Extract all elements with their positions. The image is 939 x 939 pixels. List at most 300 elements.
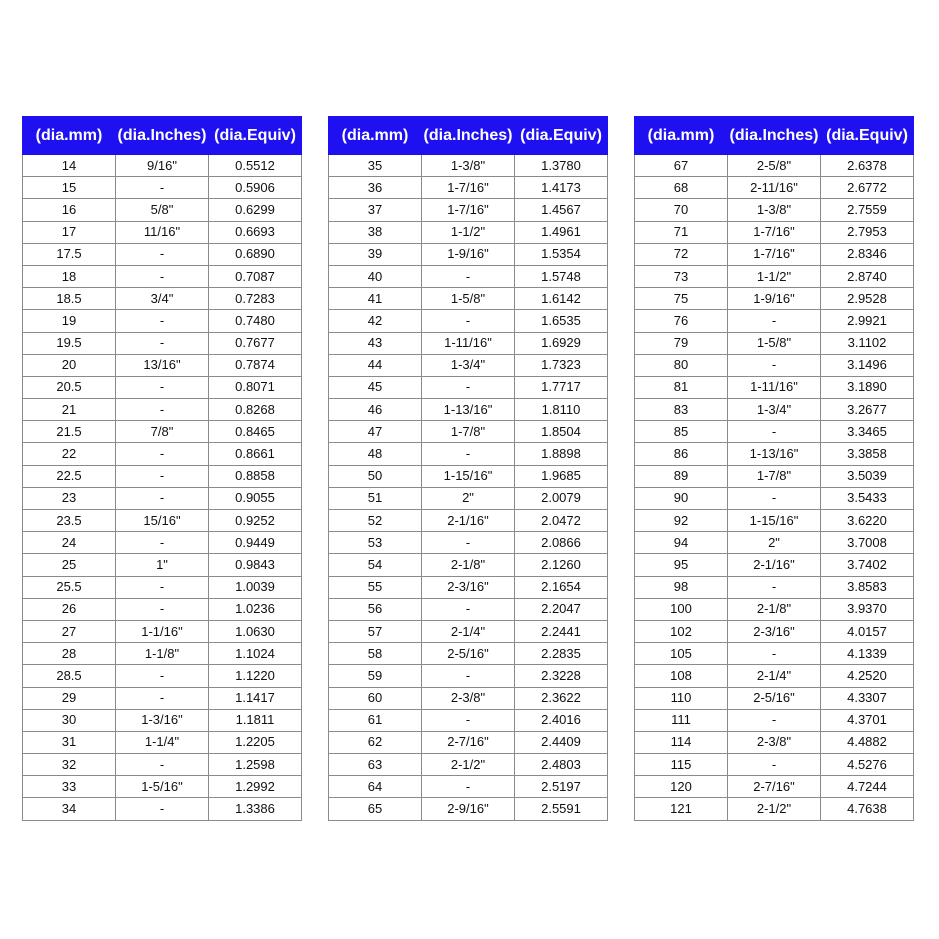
cell-dia-inches: - bbox=[116, 243, 209, 265]
cell-dia-inches: 1-7/16" bbox=[422, 177, 515, 199]
table-row bbox=[23, 332, 302, 354]
cell-dia-mm: 26 bbox=[23, 598, 116, 620]
table-row bbox=[329, 687, 608, 709]
cell-dia-equiv: 1.4567 bbox=[515, 199, 608, 221]
cell-dia-inches: 1-15/16" bbox=[422, 465, 515, 487]
table-row bbox=[23, 643, 302, 665]
cell-dia-equiv: 2.2441 bbox=[515, 620, 608, 642]
table-row bbox=[329, 798, 608, 820]
cell-dia-equiv: 0.6693 bbox=[209, 221, 302, 243]
cell-dia-equiv: 3.9370 bbox=[821, 598, 914, 620]
table-row bbox=[635, 288, 914, 310]
cell-dia-mm: 89 bbox=[635, 465, 728, 487]
cell-dia-equiv: 0.8858 bbox=[209, 465, 302, 487]
header-row bbox=[329, 117, 608, 155]
cell-dia-mm: 108 bbox=[635, 665, 728, 687]
cell-dia-mm: 25 bbox=[23, 554, 116, 576]
cell-dia-mm: 50 bbox=[329, 465, 422, 487]
table-row bbox=[23, 532, 302, 554]
cell-dia-equiv: 1.7717 bbox=[515, 376, 608, 398]
cell-dia-inches: 11/16" bbox=[116, 221, 209, 243]
cell-dia-mm: 98 bbox=[635, 576, 728, 598]
table-row bbox=[23, 576, 302, 598]
table-row bbox=[23, 199, 302, 221]
cell-dia-equiv: 0.5906 bbox=[209, 177, 302, 199]
cell-dia-equiv: 4.4882 bbox=[821, 731, 914, 753]
cell-dia-mm: 23.5 bbox=[23, 510, 116, 532]
cell-dia-inches: 1-15/16" bbox=[728, 510, 821, 532]
cell-dia-inches: 1" bbox=[116, 554, 209, 576]
cell-dia-equiv: 3.3465 bbox=[821, 421, 914, 443]
cell-dia-equiv: 2.4409 bbox=[515, 731, 608, 753]
cell-dia-mm: 63 bbox=[329, 754, 422, 776]
cell-dia-mm: 34 bbox=[23, 798, 116, 820]
cell-dia-inches: 1-11/16" bbox=[728, 376, 821, 398]
table-row bbox=[23, 354, 302, 376]
cell-dia-inches: 1-9/16" bbox=[728, 288, 821, 310]
cell-dia-mm: 18 bbox=[23, 265, 116, 287]
table-row bbox=[635, 221, 914, 243]
cell-dia-mm: 54 bbox=[329, 554, 422, 576]
cell-dia-inches: 2-1/4" bbox=[728, 665, 821, 687]
table-row bbox=[23, 155, 302, 177]
cell-dia-equiv: 2.7953 bbox=[821, 221, 914, 243]
table-row bbox=[329, 177, 608, 199]
table-row bbox=[23, 443, 302, 465]
cell-dia-inches: - bbox=[116, 376, 209, 398]
table-row bbox=[23, 798, 302, 820]
cell-dia-mm: 46 bbox=[329, 399, 422, 421]
cell-dia-inches: 1-1/2" bbox=[728, 265, 821, 287]
cell-dia-inches: - bbox=[422, 443, 515, 465]
table-row bbox=[23, 376, 302, 398]
cell-dia-inches: 2" bbox=[422, 487, 515, 509]
cell-dia-mm: 33 bbox=[23, 776, 116, 798]
cell-dia-mm: 52 bbox=[329, 510, 422, 532]
cell-dia-mm: 70 bbox=[635, 199, 728, 221]
cell-dia-inches: 1-3/8" bbox=[422, 155, 515, 177]
header-dia-inches: (dia.Inches) bbox=[116, 117, 209, 155]
cell-dia-mm: 71 bbox=[635, 221, 728, 243]
table-row bbox=[329, 576, 608, 598]
table-row bbox=[23, 554, 302, 576]
table-row bbox=[329, 554, 608, 576]
cell-dia-inches: - bbox=[728, 310, 821, 332]
cell-dia-inches: - bbox=[728, 576, 821, 598]
header-dia-equiv: (dia.Equiv) bbox=[515, 117, 608, 155]
cell-dia-inches: 2-7/16" bbox=[728, 776, 821, 798]
cell-dia-inches: 2-1/4" bbox=[422, 620, 515, 642]
cell-dia-mm: 48 bbox=[329, 443, 422, 465]
header-dia-mm: (dia.mm) bbox=[635, 117, 728, 155]
cell-dia-equiv: 0.9843 bbox=[209, 554, 302, 576]
table-row bbox=[329, 155, 608, 177]
cell-dia-inches: 2" bbox=[728, 532, 821, 554]
cell-dia-inches: - bbox=[116, 443, 209, 465]
cell-dia-inches: - bbox=[422, 265, 515, 287]
cell-dia-inches: 1-1/16" bbox=[116, 620, 209, 642]
cell-dia-mm: 28.5 bbox=[23, 665, 116, 687]
table-row bbox=[23, 754, 302, 776]
cell-dia-equiv: 2.6378 bbox=[821, 155, 914, 177]
table-row bbox=[329, 265, 608, 287]
cell-dia-equiv: 0.6890 bbox=[209, 243, 302, 265]
cell-dia-mm: 42 bbox=[329, 310, 422, 332]
cell-dia-mm: 15 bbox=[23, 177, 116, 199]
cell-dia-mm: 115 bbox=[635, 754, 728, 776]
cell-dia-equiv: 2.1654 bbox=[515, 576, 608, 598]
table-row bbox=[635, 554, 914, 576]
cell-dia-mm: 100 bbox=[635, 598, 728, 620]
table-row bbox=[329, 421, 608, 443]
cell-dia-mm: 60 bbox=[329, 687, 422, 709]
table-row bbox=[635, 754, 914, 776]
cell-dia-equiv: 1.5354 bbox=[515, 243, 608, 265]
table-row bbox=[329, 620, 608, 642]
cell-dia-inches: 2-3/16" bbox=[728, 620, 821, 642]
cell-dia-inches: - bbox=[728, 421, 821, 443]
table-row bbox=[635, 199, 914, 221]
table-row bbox=[635, 776, 914, 798]
table-row bbox=[635, 620, 914, 642]
table-row bbox=[23, 510, 302, 532]
cell-dia-equiv: 2.6772 bbox=[821, 177, 914, 199]
cell-dia-mm: 30 bbox=[23, 709, 116, 731]
cell-dia-inches: 7/8" bbox=[116, 421, 209, 443]
header-dia-mm: (dia.mm) bbox=[23, 117, 116, 155]
cell-dia-equiv: 0.7283 bbox=[209, 288, 302, 310]
table-row bbox=[329, 310, 608, 332]
cell-dia-inches: 1-7/16" bbox=[728, 221, 821, 243]
table-row bbox=[635, 354, 914, 376]
table-row bbox=[635, 265, 914, 287]
cell-dia-equiv: 2.4016 bbox=[515, 709, 608, 731]
cell-dia-equiv: 1.1811 bbox=[209, 709, 302, 731]
cell-dia-equiv: 3.1890 bbox=[821, 376, 914, 398]
cell-dia-equiv: 2.0472 bbox=[515, 510, 608, 532]
cell-dia-mm: 21.5 bbox=[23, 421, 116, 443]
cell-dia-equiv: 1.2205 bbox=[209, 731, 302, 753]
table-row bbox=[329, 243, 608, 265]
cell-dia-mm: 121 bbox=[635, 798, 728, 820]
cell-dia-inches: 2-3/16" bbox=[422, 576, 515, 598]
cell-dia-inches: 1-3/4" bbox=[728, 399, 821, 421]
cell-dia-mm: 95 bbox=[635, 554, 728, 576]
cell-dia-equiv: 1.8898 bbox=[515, 443, 608, 465]
cell-dia-mm: 92 bbox=[635, 510, 728, 532]
cell-dia-inches: 1-7/16" bbox=[728, 243, 821, 265]
cell-dia-mm: 45 bbox=[329, 376, 422, 398]
table-row bbox=[635, 376, 914, 398]
cell-dia-equiv: 2.1260 bbox=[515, 554, 608, 576]
cell-dia-equiv: 0.9055 bbox=[209, 487, 302, 509]
table-row bbox=[635, 665, 914, 687]
cell-dia-inches: 1-1/4" bbox=[116, 731, 209, 753]
table-row bbox=[635, 598, 914, 620]
cell-dia-inches: - bbox=[728, 354, 821, 376]
cell-dia-mm: 80 bbox=[635, 354, 728, 376]
header-dia-equiv: (dia.Equiv) bbox=[821, 117, 914, 155]
table-row bbox=[23, 177, 302, 199]
cell-dia-equiv: 1.0236 bbox=[209, 598, 302, 620]
cell-dia-equiv: 3.7402 bbox=[821, 554, 914, 576]
table-row bbox=[635, 465, 914, 487]
table-row bbox=[23, 776, 302, 798]
table-row bbox=[635, 243, 914, 265]
cell-dia-inches: 2-1/2" bbox=[422, 754, 515, 776]
table-row bbox=[635, 487, 914, 509]
table-row bbox=[635, 798, 914, 820]
cell-dia-inches: - bbox=[422, 709, 515, 731]
conversion-table-2 bbox=[328, 116, 608, 821]
cell-dia-mm: 62 bbox=[329, 731, 422, 753]
cell-dia-mm: 22 bbox=[23, 443, 116, 465]
cell-dia-inches: 1-13/16" bbox=[422, 399, 515, 421]
cell-dia-equiv: 1.6142 bbox=[515, 288, 608, 310]
table-row bbox=[635, 332, 914, 354]
cell-dia-equiv: 2.9528 bbox=[821, 288, 914, 310]
cell-dia-mm: 51 bbox=[329, 487, 422, 509]
cell-dia-mm: 18.5 bbox=[23, 288, 116, 310]
cell-dia-inches: 1-13/16" bbox=[728, 443, 821, 465]
cell-dia-mm: 24 bbox=[23, 532, 116, 554]
cell-dia-inches: - bbox=[728, 487, 821, 509]
cell-dia-inches: 1-5/16" bbox=[116, 776, 209, 798]
cell-dia-mm: 85 bbox=[635, 421, 728, 443]
cell-dia-inches: - bbox=[116, 532, 209, 554]
header-row bbox=[23, 117, 302, 155]
table-row bbox=[635, 731, 914, 753]
cell-dia-equiv: 1.6535 bbox=[515, 310, 608, 332]
cell-dia-inches: - bbox=[116, 754, 209, 776]
cell-dia-inches: 1-1/8" bbox=[116, 643, 209, 665]
table-row bbox=[23, 731, 302, 753]
cell-dia-equiv: 1.9685 bbox=[515, 465, 608, 487]
cell-dia-equiv: 3.1102 bbox=[821, 332, 914, 354]
cell-dia-mm: 25.5 bbox=[23, 576, 116, 598]
cell-dia-mm: 14 bbox=[23, 155, 116, 177]
cell-dia-inches: 1-1/2" bbox=[422, 221, 515, 243]
cell-dia-equiv: 1.4961 bbox=[515, 221, 608, 243]
cell-dia-mm: 81 bbox=[635, 376, 728, 398]
cell-dia-equiv: 3.1496 bbox=[821, 354, 914, 376]
cell-dia-mm: 67 bbox=[635, 155, 728, 177]
table-row bbox=[23, 465, 302, 487]
cell-dia-inches: 1-9/16" bbox=[422, 243, 515, 265]
cell-dia-equiv: 4.7244 bbox=[821, 776, 914, 798]
table-row bbox=[329, 643, 608, 665]
header-dia-equiv: (dia.Equiv) bbox=[209, 117, 302, 155]
cell-dia-mm: 31 bbox=[23, 731, 116, 753]
cell-dia-inches: 1-7/8" bbox=[728, 465, 821, 487]
cell-dia-inches: 1-3/4" bbox=[422, 354, 515, 376]
cell-dia-mm: 61 bbox=[329, 709, 422, 731]
table-row bbox=[23, 288, 302, 310]
cell-dia-inches: 13/16" bbox=[116, 354, 209, 376]
table-row bbox=[23, 421, 302, 443]
cell-dia-mm: 17.5 bbox=[23, 243, 116, 265]
cell-dia-inches: - bbox=[728, 643, 821, 665]
cell-dia-mm: 64 bbox=[329, 776, 422, 798]
table-row bbox=[23, 709, 302, 731]
cell-dia-inches: - bbox=[422, 776, 515, 798]
cell-dia-inches: - bbox=[116, 310, 209, 332]
table-row bbox=[329, 354, 608, 376]
table-row bbox=[635, 443, 914, 465]
cell-dia-equiv: 1.2598 bbox=[209, 754, 302, 776]
cell-dia-mm: 20.5 bbox=[23, 376, 116, 398]
cell-dia-equiv: 1.2992 bbox=[209, 776, 302, 798]
cell-dia-mm: 105 bbox=[635, 643, 728, 665]
cell-dia-equiv: 3.5433 bbox=[821, 487, 914, 509]
cell-dia-mm: 73 bbox=[635, 265, 728, 287]
cell-dia-mm: 56 bbox=[329, 598, 422, 620]
table-row bbox=[23, 221, 302, 243]
cell-dia-inches: 2-1/8" bbox=[422, 554, 515, 576]
cell-dia-equiv: 1.0630 bbox=[209, 620, 302, 642]
cell-dia-inches: 2-1/16" bbox=[422, 510, 515, 532]
table-row bbox=[329, 665, 608, 687]
table-row bbox=[635, 421, 914, 443]
cell-dia-mm: 59 bbox=[329, 665, 422, 687]
cell-dia-equiv: 3.8583 bbox=[821, 576, 914, 598]
cell-dia-equiv: 2.5197 bbox=[515, 776, 608, 798]
cell-dia-mm: 36 bbox=[329, 177, 422, 199]
cell-dia-inches: 1-3/16" bbox=[116, 709, 209, 731]
table-row bbox=[635, 576, 914, 598]
cell-dia-equiv: 2.9921 bbox=[821, 310, 914, 332]
header-dia-mm: (dia.mm) bbox=[329, 117, 422, 155]
cell-dia-equiv: 2.2835 bbox=[515, 643, 608, 665]
cell-dia-equiv: 1.1024 bbox=[209, 643, 302, 665]
cell-dia-inches: - bbox=[116, 487, 209, 509]
cell-dia-equiv: 1.0039 bbox=[209, 576, 302, 598]
table-row bbox=[635, 687, 914, 709]
cell-dia-mm: 17 bbox=[23, 221, 116, 243]
cell-dia-equiv: 2.4803 bbox=[515, 754, 608, 776]
table-row bbox=[23, 265, 302, 287]
cell-dia-equiv: 0.9252 bbox=[209, 510, 302, 532]
table-row bbox=[329, 399, 608, 421]
table-row bbox=[23, 665, 302, 687]
table-row bbox=[23, 243, 302, 265]
cell-dia-inches: - bbox=[116, 399, 209, 421]
cell-dia-inches: - bbox=[422, 598, 515, 620]
cell-dia-equiv: 0.8661 bbox=[209, 443, 302, 465]
cell-dia-equiv: 1.1220 bbox=[209, 665, 302, 687]
cell-dia-equiv: 0.7480 bbox=[209, 310, 302, 332]
cell-dia-inches: - bbox=[116, 665, 209, 687]
cell-dia-mm: 83 bbox=[635, 399, 728, 421]
cell-dia-inches: - bbox=[422, 532, 515, 554]
header-row bbox=[635, 117, 914, 155]
cell-dia-inches: 1-5/8" bbox=[728, 332, 821, 354]
cell-dia-inches: - bbox=[422, 310, 515, 332]
cell-dia-inches: 1-11/16" bbox=[422, 332, 515, 354]
cell-dia-equiv: 0.6299 bbox=[209, 199, 302, 221]
table-row bbox=[635, 155, 914, 177]
cell-dia-inches: - bbox=[728, 754, 821, 776]
cell-dia-mm: 72 bbox=[635, 243, 728, 265]
table-row bbox=[23, 310, 302, 332]
table-row bbox=[635, 399, 914, 421]
cell-dia-equiv: 3.5039 bbox=[821, 465, 914, 487]
cell-dia-mm: 53 bbox=[329, 532, 422, 554]
cell-dia-mm: 16 bbox=[23, 199, 116, 221]
cell-dia-mm: 21 bbox=[23, 399, 116, 421]
cell-dia-equiv: 2.3622 bbox=[515, 687, 608, 709]
cell-dia-mm: 20 bbox=[23, 354, 116, 376]
cell-dia-equiv: 2.0866 bbox=[515, 532, 608, 554]
table-row bbox=[635, 709, 914, 731]
cell-dia-equiv: 0.7874 bbox=[209, 354, 302, 376]
cell-dia-inches: 1-7/16" bbox=[422, 199, 515, 221]
cell-dia-inches: 2-1/8" bbox=[728, 598, 821, 620]
cell-dia-inches: 1-3/8" bbox=[728, 199, 821, 221]
cell-dia-equiv: 2.7559 bbox=[821, 199, 914, 221]
cell-dia-mm: 28 bbox=[23, 643, 116, 665]
cell-dia-equiv: 4.3701 bbox=[821, 709, 914, 731]
cell-dia-inches: 3/4" bbox=[116, 288, 209, 310]
cell-dia-mm: 111 bbox=[635, 709, 728, 731]
table-row bbox=[329, 731, 608, 753]
table-row bbox=[635, 532, 914, 554]
table-row bbox=[329, 288, 608, 310]
cell-dia-inches: 5/8" bbox=[116, 199, 209, 221]
table-row bbox=[23, 620, 302, 642]
table-row bbox=[329, 221, 608, 243]
cell-dia-inches: - bbox=[728, 709, 821, 731]
cell-dia-mm: 90 bbox=[635, 487, 728, 509]
cell-dia-mm: 29 bbox=[23, 687, 116, 709]
cell-dia-inches: - bbox=[116, 177, 209, 199]
cell-dia-mm: 23 bbox=[23, 487, 116, 509]
cell-dia-mm: 102 bbox=[635, 620, 728, 642]
cell-dia-mm: 44 bbox=[329, 354, 422, 376]
table-row bbox=[635, 510, 914, 532]
table-row bbox=[329, 532, 608, 554]
cell-dia-mm: 120 bbox=[635, 776, 728, 798]
cell-dia-mm: 58 bbox=[329, 643, 422, 665]
cell-dia-equiv: 2.5591 bbox=[515, 798, 608, 820]
header-dia-inches: (dia.Inches) bbox=[728, 117, 821, 155]
cell-dia-mm: 35 bbox=[329, 155, 422, 177]
conversion-table-1 bbox=[22, 116, 302, 821]
cell-dia-inches: 2-11/16" bbox=[728, 177, 821, 199]
cell-dia-mm: 110 bbox=[635, 687, 728, 709]
cell-dia-inches: 15/16" bbox=[116, 510, 209, 532]
conversion-table-3 bbox=[634, 116, 914, 821]
cell-dia-mm: 57 bbox=[329, 620, 422, 642]
cell-dia-equiv: 2.8346 bbox=[821, 243, 914, 265]
cell-dia-inches: - bbox=[422, 665, 515, 687]
cell-dia-equiv: 1.5748 bbox=[515, 265, 608, 287]
cell-dia-equiv: 1.1417 bbox=[209, 687, 302, 709]
cell-dia-mm: 41 bbox=[329, 288, 422, 310]
table-row bbox=[329, 776, 608, 798]
table-row bbox=[23, 598, 302, 620]
cell-dia-inches: 2-1/2" bbox=[728, 798, 821, 820]
cell-dia-equiv: 0.5512 bbox=[209, 155, 302, 177]
table-row bbox=[635, 643, 914, 665]
cell-dia-mm: 37 bbox=[329, 199, 422, 221]
cell-dia-equiv: 0.9449 bbox=[209, 532, 302, 554]
cell-dia-inches: - bbox=[116, 576, 209, 598]
cell-dia-equiv: 1.3780 bbox=[515, 155, 608, 177]
cell-dia-equiv: 2.8740 bbox=[821, 265, 914, 287]
cell-dia-mm: 22.5 bbox=[23, 465, 116, 487]
table-row bbox=[329, 510, 608, 532]
